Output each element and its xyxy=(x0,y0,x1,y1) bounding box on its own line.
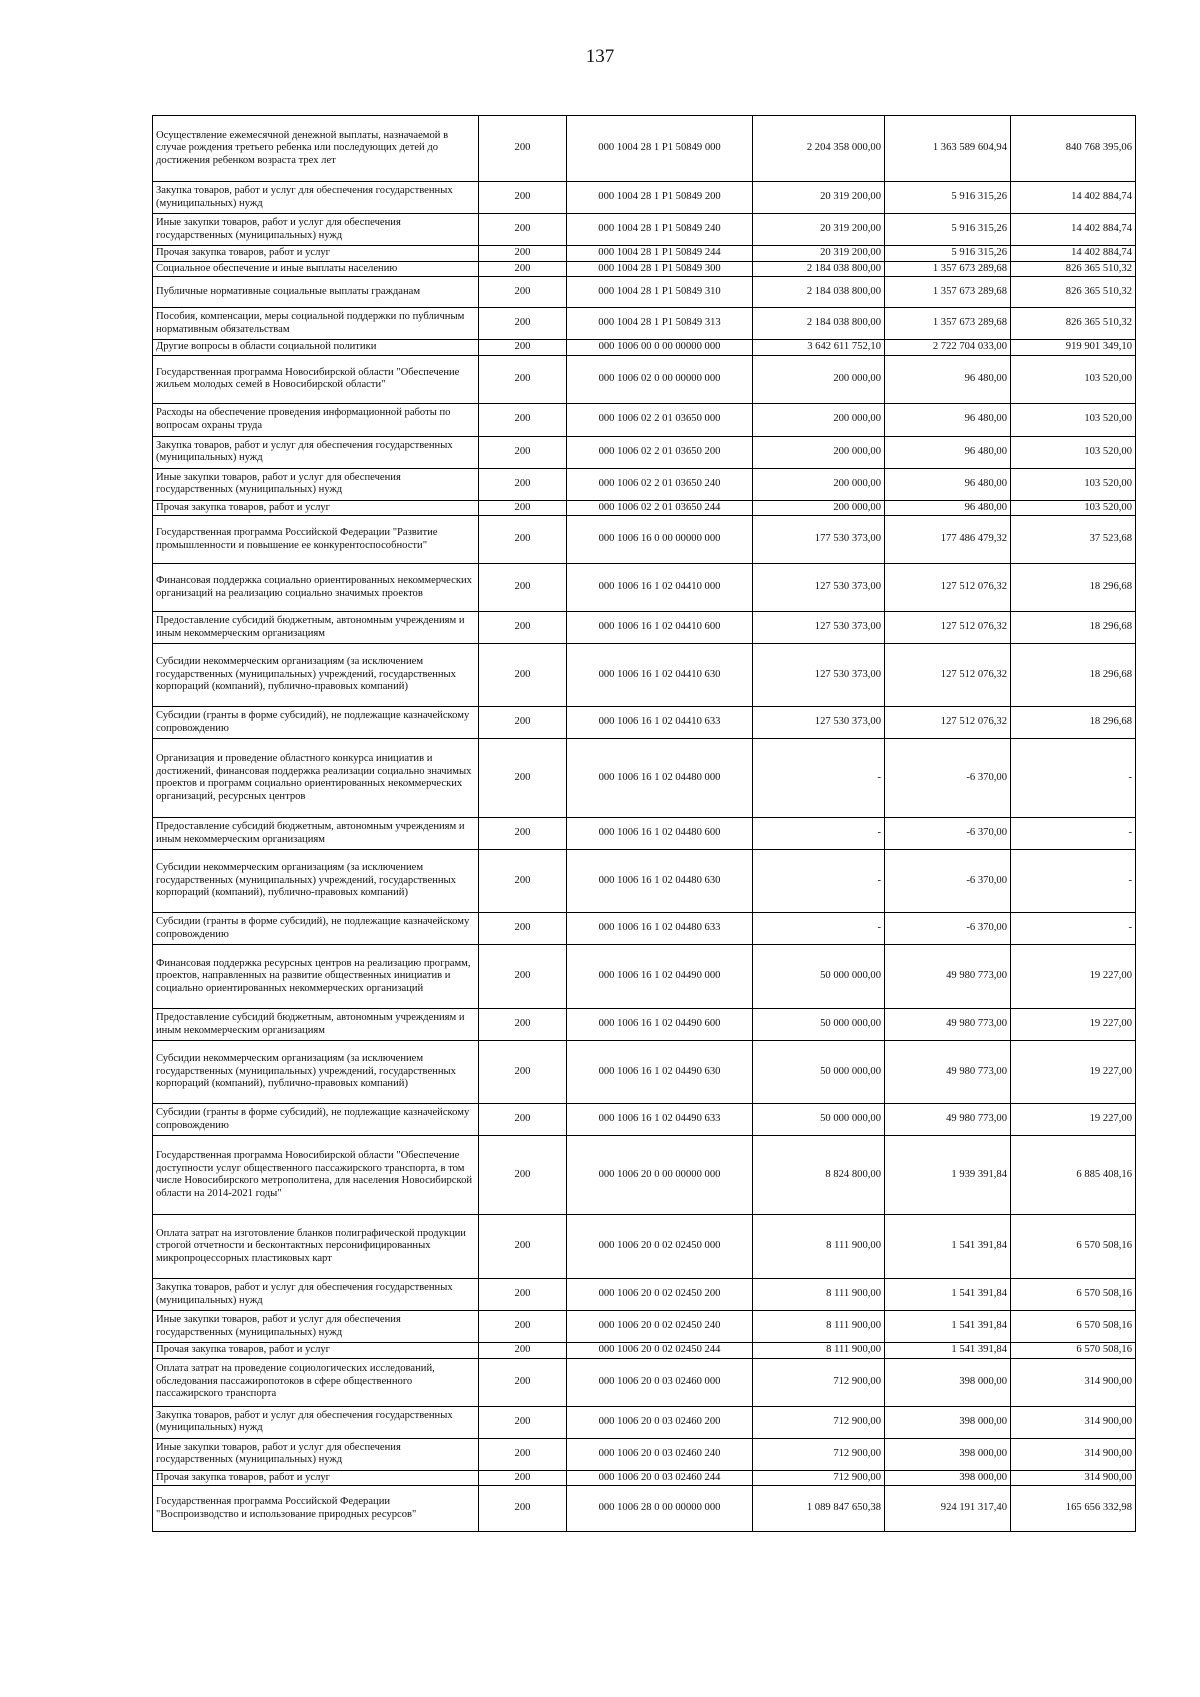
row-executed: 1 357 673 289,68 xyxy=(885,277,1011,308)
row-name: Финансовая поддержка ресурсных центров на реализацию программ, проектов, направленных на развитие общественных инициатив и социально ориентированных некоммерческих организаций xyxy=(153,945,479,1009)
row-code: 200 xyxy=(479,1470,567,1486)
row-code: 200 xyxy=(479,1279,567,1311)
row-code: 200 xyxy=(479,1009,567,1041)
table-row xyxy=(153,913,1136,945)
row-unexecuted: - xyxy=(1011,913,1136,945)
row-code: 200 xyxy=(479,612,567,644)
table-row xyxy=(153,564,1136,612)
row-executed: -6 370,00 xyxy=(885,913,1011,945)
row-executed: 398 000,00 xyxy=(885,1406,1011,1438)
row-classification: 000 1004 28 1 P1 50849 300 xyxy=(567,261,753,277)
row-approved: 8 111 900,00 xyxy=(753,1343,885,1359)
row-classification: 000 1006 20 0 02 02450 244 xyxy=(567,1343,753,1359)
row-classification: 000 1006 16 1 02 04490 600 xyxy=(567,1009,753,1041)
table-body xyxy=(153,116,1136,1532)
row-approved: 712 900,00 xyxy=(753,1358,885,1406)
row-unexecuted: 18 296,68 xyxy=(1011,564,1136,612)
row-executed: 127 512 076,32 xyxy=(885,564,1011,612)
row-classification: 000 1006 16 1 02 04480 630 xyxy=(567,850,753,913)
row-approved: 2 184 038 800,00 xyxy=(753,261,885,277)
row-classification: 000 1006 02 2 01 03650 200 xyxy=(567,436,753,468)
row-classification: 000 1004 28 1 P1 50849 000 xyxy=(567,116,753,182)
row-code: 200 xyxy=(479,355,567,403)
row-unexecuted: 919 901 349,10 xyxy=(1011,340,1136,356)
row-executed: 398 000,00 xyxy=(885,1438,1011,1470)
table-row xyxy=(153,468,1136,500)
row-name: Организация и проведение областного конкурса инициатив и достижений, финансовая поддержка реализации социально значимых проектов и программ социально ориентированных некоммерческих организаций, ресурсных центров xyxy=(153,739,479,818)
row-unexecuted: 103 520,00 xyxy=(1011,468,1136,500)
row-approved: 20 319 200,00 xyxy=(753,182,885,214)
row-code: 200 xyxy=(479,116,567,182)
table-row xyxy=(153,516,1136,564)
table-row xyxy=(153,1438,1136,1470)
row-executed: 177 486 479,32 xyxy=(885,516,1011,564)
table-row xyxy=(153,182,1136,214)
row-name: Субсидии (гранты в форме субсидий), не подлежащие казначейскому сопровождению xyxy=(153,707,479,739)
row-approved: 2 184 038 800,00 xyxy=(753,308,885,340)
table-row xyxy=(153,1215,1136,1279)
row-unexecuted: 314 900,00 xyxy=(1011,1470,1136,1486)
row-unexecuted: 103 520,00 xyxy=(1011,403,1136,436)
row-name: Финансовая поддержка социально ориентированных некоммерческих организаций на реализацию социально значимых проектов xyxy=(153,564,479,612)
row-approved: 712 900,00 xyxy=(753,1438,885,1470)
row-classification: 000 1006 16 1 02 04410 600 xyxy=(567,612,753,644)
row-unexecuted: 18 296,68 xyxy=(1011,707,1136,739)
row-executed: 398 000,00 xyxy=(885,1358,1011,1406)
row-classification: 000 1006 16 1 02 04490 630 xyxy=(567,1041,753,1104)
table-row xyxy=(153,116,1136,182)
row-code: 200 xyxy=(479,1104,567,1136)
row-name: Прочая закупка товаров, работ и услуг xyxy=(153,500,479,516)
row-approved: 1 089 847 650,38 xyxy=(753,1486,885,1532)
row-classification: 000 1006 16 0 00 00000 000 xyxy=(567,516,753,564)
row-executed: 127 512 076,32 xyxy=(885,707,1011,739)
table-row xyxy=(153,403,1136,436)
row-classification: 000 1006 02 0 00 00000 000 xyxy=(567,355,753,403)
row-unexecuted: 826 365 510,32 xyxy=(1011,261,1136,277)
row-classification: 000 1006 20 0 03 02460 200 xyxy=(567,1406,753,1438)
row-executed: 96 480,00 xyxy=(885,436,1011,468)
row-code: 200 xyxy=(479,308,567,340)
row-classification: 000 1006 20 0 02 02450 240 xyxy=(567,1311,753,1343)
row-classification: 000 1006 02 2 01 03650 240 xyxy=(567,468,753,500)
row-name: Закупка товаров, работ и услуг для обеспечения государственных (муниципальных) нужд xyxy=(153,436,479,468)
row-name: Расходы на обеспечение проведения информационной работы по вопросам охраны труда xyxy=(153,403,479,436)
row-name: Закупка товаров, работ и услуг для обеспечения государственных (муниципальных) нужд xyxy=(153,1279,479,1311)
table-row xyxy=(153,500,1136,516)
row-code: 200 xyxy=(479,1311,567,1343)
row-code: 200 xyxy=(479,436,567,468)
table-row xyxy=(153,1104,1136,1136)
row-code: 200 xyxy=(479,214,567,246)
table-row xyxy=(153,850,1136,913)
row-code: 200 xyxy=(479,1406,567,1438)
row-executed: 398 000,00 xyxy=(885,1470,1011,1486)
row-code: 200 xyxy=(479,1041,567,1104)
table-row xyxy=(153,1311,1136,1343)
table-row xyxy=(153,308,1136,340)
row-classification: 000 1006 16 1 02 04410 633 xyxy=(567,707,753,739)
table-row xyxy=(153,340,1136,356)
row-name: Государственная программа Новосибирской области "Обеспечение доступности услуг общественного пассажирского транспорта, в том числе Новосибирского метрополитена, для населения Новосибирской области на 2014-2021 годы" xyxy=(153,1136,479,1215)
row-approved: 8 111 900,00 xyxy=(753,1311,885,1343)
row-name: Государственная программа Новосибирской области "Обеспечение жильем молодых семей в Новосибирской области" xyxy=(153,355,479,403)
row-executed: 1 541 391,84 xyxy=(885,1279,1011,1311)
row-code: 200 xyxy=(479,340,567,356)
table-row xyxy=(153,1470,1136,1486)
row-name: Иные закупки товаров, работ и услуг для обеспечения государственных (муниципальных) нужд xyxy=(153,1311,479,1343)
row-executed: -6 370,00 xyxy=(885,818,1011,850)
table-row xyxy=(153,1136,1136,1215)
row-code: 200 xyxy=(479,945,567,1009)
row-executed: 1 363 589 604,94 xyxy=(885,116,1011,182)
table-row xyxy=(153,355,1136,403)
row-approved: 712 900,00 xyxy=(753,1406,885,1438)
row-classification: 000 1006 20 0 03 02460 244 xyxy=(567,1470,753,1486)
row-executed: 1 357 673 289,68 xyxy=(885,308,1011,340)
row-name: Иные закупки товаров, работ и услуг для обеспечения государственных (муниципальных) нужд xyxy=(153,214,479,246)
table-row xyxy=(153,707,1136,739)
row-name: Предоставление субсидий бюджетным, автономным учреждениям и иным некоммерческим организациям xyxy=(153,1009,479,1041)
row-classification: 000 1006 00 0 00 00000 000 xyxy=(567,340,753,356)
row-classification: 000 1006 16 1 02 04410 630 xyxy=(567,644,753,707)
row-unexecuted: 826 365 510,32 xyxy=(1011,277,1136,308)
row-approved: - xyxy=(753,739,885,818)
row-unexecuted: 6 570 508,16 xyxy=(1011,1279,1136,1311)
row-classification: 000 1006 20 0 02 02450 200 xyxy=(567,1279,753,1311)
row-unexecuted: - xyxy=(1011,739,1136,818)
row-code: 200 xyxy=(479,564,567,612)
row-name: Иные закупки товаров, работ и услуг для обеспечения государственных (муниципальных) нужд xyxy=(153,1438,479,1470)
row-approved: 177 530 373,00 xyxy=(753,516,885,564)
row-approved: 50 000 000,00 xyxy=(753,1009,885,1041)
row-approved: 200 000,00 xyxy=(753,355,885,403)
row-classification: 000 1006 20 0 03 02460 000 xyxy=(567,1358,753,1406)
row-approved: 2 184 038 800,00 xyxy=(753,277,885,308)
table-row xyxy=(153,277,1136,308)
table-row xyxy=(153,644,1136,707)
row-approved: - xyxy=(753,818,885,850)
table-row xyxy=(153,1406,1136,1438)
row-approved: 50 000 000,00 xyxy=(753,1041,885,1104)
row-executed: 2 722 704 033,00 xyxy=(885,340,1011,356)
row-approved: 127 530 373,00 xyxy=(753,644,885,707)
budget-execution-table xyxy=(152,115,1136,1532)
row-name: Прочая закупка товаров, работ и услуг xyxy=(153,1470,479,1486)
row-name: Государственная программа Российской Федерации "Воспроизводство и использование природных ресурсов" xyxy=(153,1486,479,1532)
row-code: 200 xyxy=(479,246,567,262)
row-classification: 000 1004 28 1 P1 50849 240 xyxy=(567,214,753,246)
row-name: Оплата затрат на изготовление бланков полиграфической продукции строгой отчетности и бесконтактных персонифицированных микропроцессорных пластиковых карт xyxy=(153,1215,479,1279)
row-approved: 20 319 200,00 xyxy=(753,246,885,262)
table-row xyxy=(153,1486,1136,1532)
row-classification: 000 1004 28 1 P1 50849 313 xyxy=(567,308,753,340)
row-executed: 96 480,00 xyxy=(885,403,1011,436)
row-approved: 127 530 373,00 xyxy=(753,707,885,739)
row-classification: 000 1006 20 0 03 02460 240 xyxy=(567,1438,753,1470)
row-code: 200 xyxy=(479,913,567,945)
row-executed: 96 480,00 xyxy=(885,500,1011,516)
row-classification: 000 1004 28 1 P1 50849 244 xyxy=(567,246,753,262)
row-approved: 200 000,00 xyxy=(753,403,885,436)
table-row xyxy=(153,818,1136,850)
row-approved: 50 000 000,00 xyxy=(753,1104,885,1136)
row-code: 200 xyxy=(479,516,567,564)
row-unexecuted: 19 227,00 xyxy=(1011,1041,1136,1104)
row-executed: 1 541 391,84 xyxy=(885,1215,1011,1279)
row-classification: 000 1006 16 1 02 04480 600 xyxy=(567,818,753,850)
table-row xyxy=(153,945,1136,1009)
row-code: 200 xyxy=(479,739,567,818)
row-approved: 8 111 900,00 xyxy=(753,1279,885,1311)
row-name: Субсидии (гранты в форме субсидий), не подлежащие казначейскому сопровождению xyxy=(153,913,479,945)
row-name: Оплата затрат на проведение социологических исследований, обследования пассажиропотоков в сфере общественного пассажирского транспорта xyxy=(153,1358,479,1406)
row-approved: 20 319 200,00 xyxy=(753,214,885,246)
row-code: 200 xyxy=(479,182,567,214)
row-approved: 200 000,00 xyxy=(753,500,885,516)
row-executed: 1 357 673 289,68 xyxy=(885,261,1011,277)
row-executed: 1 541 391,84 xyxy=(885,1343,1011,1359)
row-unexecuted: - xyxy=(1011,850,1136,913)
row-executed: 5 916 315,26 xyxy=(885,182,1011,214)
row-code: 200 xyxy=(479,1358,567,1406)
table-row xyxy=(153,1358,1136,1406)
row-code: 200 xyxy=(479,850,567,913)
table-row xyxy=(153,1343,1136,1359)
row-executed: 96 480,00 xyxy=(885,355,1011,403)
row-approved: 127 530 373,00 xyxy=(753,564,885,612)
row-code: 200 xyxy=(479,1215,567,1279)
row-classification: 000 1006 16 1 02 04480 633 xyxy=(567,913,753,945)
row-executed: -6 370,00 xyxy=(885,850,1011,913)
row-executed: -6 370,00 xyxy=(885,739,1011,818)
row-unexecuted: 18 296,68 xyxy=(1011,644,1136,707)
row-name: Субсидии некоммерческим организациям (за исключением государственных (муниципальных) учреждений, государственных корпораций (компаний), публично-правовых компаний) xyxy=(153,850,479,913)
row-approved: 2 204 358 000,00 xyxy=(753,116,885,182)
row-name: Закупка товаров, работ и услуг для обеспечения государственных (муниципальных) нужд xyxy=(153,1406,479,1438)
row-approved: - xyxy=(753,850,885,913)
row-name: Субсидии некоммерческим организациям (за исключением государственных (муниципальных) учреждений, государственных корпораций (компаний), публично-правовых компаний) xyxy=(153,644,479,707)
row-approved: 3 642 611 752,10 xyxy=(753,340,885,356)
row-code: 200 xyxy=(479,403,567,436)
row-name: Осуществление ежемесячной денежной выплаты, назначаемой в случае рождения третьего ребенка или последующих детей до достижения ребенком возраста трех лет xyxy=(153,116,479,182)
row-classification: 000 1006 02 2 01 03650 244 xyxy=(567,500,753,516)
table-row xyxy=(153,739,1136,818)
row-code: 200 xyxy=(479,707,567,739)
row-unexecuted: 19 227,00 xyxy=(1011,1104,1136,1136)
row-unexecuted: 314 900,00 xyxy=(1011,1438,1136,1470)
row-unexecuted: 6 570 508,16 xyxy=(1011,1343,1136,1359)
row-executed: 49 980 773,00 xyxy=(885,1009,1011,1041)
row-unexecuted: 14 402 884,74 xyxy=(1011,182,1136,214)
table-row xyxy=(153,612,1136,644)
table-row xyxy=(153,214,1136,246)
row-unexecuted: 6 570 508,16 xyxy=(1011,1311,1136,1343)
row-executed: 5 916 315,26 xyxy=(885,214,1011,246)
table-row xyxy=(153,1279,1136,1311)
row-classification: 000 1006 16 1 02 04480 000 xyxy=(567,739,753,818)
row-code: 200 xyxy=(479,277,567,308)
row-unexecuted: 37 523,68 xyxy=(1011,516,1136,564)
row-unexecuted: 103 520,00 xyxy=(1011,436,1136,468)
row-executed: 49 980 773,00 xyxy=(885,1041,1011,1104)
row-unexecuted: 165 656 332,98 xyxy=(1011,1486,1136,1532)
row-name: Прочая закупка товаров, работ и услуг xyxy=(153,1343,479,1359)
row-unexecuted: 19 227,00 xyxy=(1011,1009,1136,1041)
row-classification: 000 1006 16 1 02 04490 000 xyxy=(567,945,753,1009)
row-code: 200 xyxy=(479,644,567,707)
row-name: Публичные нормативные социальные выплаты гражданам xyxy=(153,277,479,308)
row-approved: 200 000,00 xyxy=(753,436,885,468)
table-row xyxy=(153,261,1136,277)
row-approved: - xyxy=(753,913,885,945)
row-executed: 49 980 773,00 xyxy=(885,1104,1011,1136)
row-name: Иные закупки товаров, работ и услуг для обеспечения государственных (муниципальных) нужд xyxy=(153,468,479,500)
row-name: Закупка товаров, работ и услуг для обеспечения государственных (муниципальных) нужд xyxy=(153,182,479,214)
row-unexecuted: 14 402 884,74 xyxy=(1011,214,1136,246)
row-unexecuted: 314 900,00 xyxy=(1011,1406,1136,1438)
row-unexecuted: 6 570 508,16 xyxy=(1011,1215,1136,1279)
row-code: 200 xyxy=(479,261,567,277)
row-executed: 96 480,00 xyxy=(885,468,1011,500)
table-row xyxy=(153,1041,1136,1104)
row-code: 200 xyxy=(479,500,567,516)
row-unexecuted: 14 402 884,74 xyxy=(1011,246,1136,262)
row-name: Государственная программа Российской Федерации "Развитие промышленности и повышение ее конкурентоспособности" xyxy=(153,516,479,564)
row-unexecuted: 840 768 395,06 xyxy=(1011,116,1136,182)
row-unexecuted: 19 227,00 xyxy=(1011,945,1136,1009)
row-code: 200 xyxy=(479,1438,567,1470)
row-code: 200 xyxy=(479,1486,567,1532)
row-approved: 8 824 800,00 xyxy=(753,1136,885,1215)
row-unexecuted: 103 520,00 xyxy=(1011,500,1136,516)
row-name: Предоставление субсидий бюджетным, автономным учреждениям и иным некоммерческим организациям xyxy=(153,818,479,850)
page-number: 137 xyxy=(585,46,615,67)
row-unexecuted: 18 296,68 xyxy=(1011,612,1136,644)
row-unexecuted: 103 520,00 xyxy=(1011,355,1136,403)
row-classification: 000 1006 16 1 02 04490 633 xyxy=(567,1104,753,1136)
row-unexecuted: 314 900,00 xyxy=(1011,1358,1136,1406)
row-code: 200 xyxy=(479,1343,567,1359)
row-classification: 000 1006 20 0 00 00000 000 xyxy=(567,1136,753,1215)
row-executed: 924 191 317,40 xyxy=(885,1486,1011,1532)
row-unexecuted: 6 885 408,16 xyxy=(1011,1136,1136,1215)
row-executed: 49 980 773,00 xyxy=(885,945,1011,1009)
row-approved: 8 111 900,00 xyxy=(753,1215,885,1279)
row-executed: 1 939 391,84 xyxy=(885,1136,1011,1215)
table-row xyxy=(153,246,1136,262)
row-executed: 1 541 391,84 xyxy=(885,1311,1011,1343)
row-executed: 127 512 076,32 xyxy=(885,644,1011,707)
row-name: Субсидии (гранты в форме субсидий), не подлежащие казначейскому сопровождению xyxy=(153,1104,479,1136)
row-code: 200 xyxy=(479,468,567,500)
row-classification: 000 1006 28 0 00 00000 000 xyxy=(567,1486,753,1532)
row-executed: 127 512 076,32 xyxy=(885,612,1011,644)
table-row xyxy=(153,1009,1136,1041)
row-name: Пособия, компенсации, меры социальной поддержки по публичным нормативным обязательствам xyxy=(153,308,479,340)
row-classification: 000 1006 02 2 01 03650 000 xyxy=(567,403,753,436)
row-classification: 000 1004 28 1 P1 50849 200 xyxy=(567,182,753,214)
table-row xyxy=(153,436,1136,468)
row-approved: 712 900,00 xyxy=(753,1470,885,1486)
row-name: Другие вопросы в области социальной политики xyxy=(153,340,479,356)
row-code: 200 xyxy=(479,818,567,850)
row-name: Социальное обеспечение и иные выплаты населению xyxy=(153,261,479,277)
row-name: Субсидии некоммерческим организациям (за исключением государственных (муниципальных) учреждений, государственных корпораций (компаний), публично-правовых компаний) xyxy=(153,1041,479,1104)
row-approved: 200 000,00 xyxy=(753,468,885,500)
row-classification: 000 1006 16 1 02 04410 000 xyxy=(567,564,753,612)
row-name: Прочая закупка товаров, работ и услуг xyxy=(153,246,479,262)
row-classification: 000 1004 28 1 P1 50849 310 xyxy=(567,277,753,308)
row-unexecuted: 826 365 510,32 xyxy=(1011,308,1136,340)
row-approved: 127 530 373,00 xyxy=(753,612,885,644)
row-executed: 5 916 315,26 xyxy=(885,246,1011,262)
row-name: Предоставление субсидий бюджетным, автономным учреждениям и иным некоммерческим организациям xyxy=(153,612,479,644)
row-classification: 000 1006 20 0 02 02450 000 xyxy=(567,1215,753,1279)
row-code: 200 xyxy=(479,1136,567,1215)
row-approved: 50 000 000,00 xyxy=(753,945,885,1009)
row-unexecuted: - xyxy=(1011,818,1136,850)
